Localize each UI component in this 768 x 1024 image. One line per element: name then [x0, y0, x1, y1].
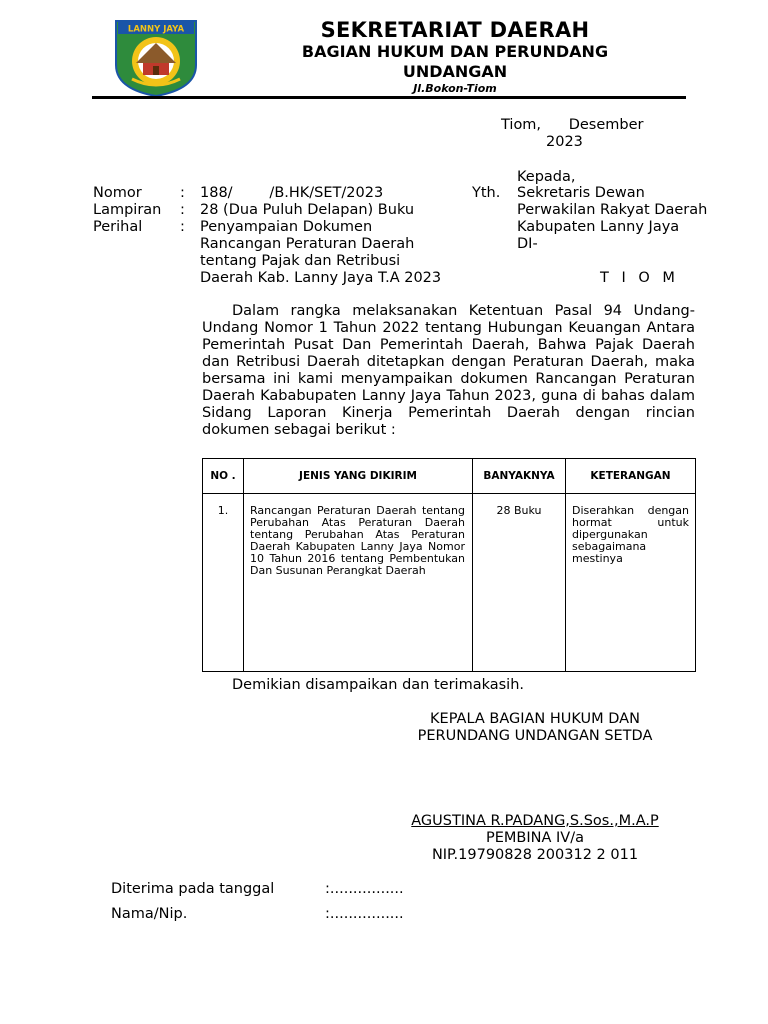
cell-no: 1. [203, 494, 244, 672]
lampiran-value: 28 (Dua Puluh Delapan) Buku [200, 202, 415, 218]
document-table [202, 458, 696, 672]
signatory-nip: NIP.19790828 200312 2 011 [431, 847, 639, 863]
col-header-keterangan: KETERANGAN [566, 459, 696, 494]
cell-keterangan: Diserahkan dengan hormat untuk dipergunakan sebagaimana mestinya [566, 494, 696, 672]
col-header-banyaknya: BANYAKNYA [473, 459, 566, 494]
received-name-value: :................ [325, 906, 404, 922]
colon: : [180, 219, 185, 235]
body-text: Dalam rangka melaksanakan Ketentuan Pasal 94 Undang-Undang Nomor 1 Tahun 2022 tentang Hubungan Keuangan Antara Pemerintah Pusat Dan Pemerintah Daerah, Bahwa Pajak Daerah dan Retribusi Daerah ditetapkan dengan Peraturan Daerah, maka bersama ini kami menyampaikan dokumen Rancangan Peraturan Daerah Kababupaten Lanny Jaya Tahun 2023, guna di bahas dalam Sidang Laporan Kinerja Pemerintah Daerah dengan rincian dokumen sebagai berikut : [202, 303, 695, 438]
cell-jenis: Rancangan Peraturan Daerah tentang Perubahan Atas Peraturan Daerah tentang Perubahan Atas Peraturan Daerah Kabupaten Lanny Jaya Nomor 10 Tahun 2016 tentang Pembentukan Dan Susunan Perangkat Daerah [244, 494, 473, 672]
office-subtitle: BAGIAN HUKUM DAN PERUNDANG UNDANGAN [301, 42, 609, 81]
signatory-position: KEPALA BAGIAN HUKUM DAN [430, 711, 640, 727]
cell-banyaknya: 28 Buku [473, 494, 566, 672]
recipient-line: Kabupaten Lanny Jaya [517, 219, 680, 235]
perihal-line: Daerah Kab. Lanny Jaya T.A 2023 [200, 270, 442, 286]
received-date-value: :................ [325, 881, 404, 897]
nomor-value: 188/ /B.HK/SET/2023 [200, 185, 384, 201]
letter-date-year: 2023 [546, 134, 583, 150]
perihal-label: Perihal [93, 219, 143, 235]
closing-text: Demikian disampaikan dan terimakasih. [232, 677, 524, 693]
body-paragraph [202, 303, 695, 439]
lanny-jaya-emblem [112, 19, 200, 97]
recipient-line: DI- [517, 236, 538, 252]
perihal-line: Rancangan Peraturan Daerah [200, 236, 415, 252]
letter-date-place: Tiom, Desember [501, 117, 644, 133]
col-header-jenis: JENIS YANG DIKIRIM [244, 459, 473, 494]
signatory-rank: PEMBINA IV/a [486, 830, 584, 846]
nomor-label: Nomor [93, 185, 142, 201]
logo-text: LANNY JAYA [127, 24, 185, 35]
perihal-line: Penyampaian Dokumen [200, 219, 373, 235]
recipient-yth: Yth. [472, 185, 501, 201]
colon: : [180, 185, 185, 201]
perihal-line: tentang Pajak dan Retribusi [200, 253, 401, 269]
recipient-line: Sekretaris Dewan [517, 185, 645, 201]
signatory-position: PERUNDANG UNDANGAN SETDA [417, 728, 653, 744]
recipient-kepada: Kepada, [517, 169, 576, 185]
received-name-label: Nama/Nip. [111, 906, 188, 922]
recipient-city: T I O M [600, 270, 679, 286]
colon: : [180, 202, 185, 218]
received-date-label: Diterima pada tanggal [111, 881, 275, 897]
signatory-name: AGUSTINA R.PADANG,S.Sos.,M.A.P [411, 813, 659, 829]
header-rule [92, 96, 686, 99]
office-address: Jl.Bokon-Tiom [413, 82, 497, 95]
table-row [203, 494, 696, 672]
recipient-line: Perwakilan Rakyat Daerah [517, 202, 708, 218]
office-title: SEKRETARIAT DAERAH [320, 18, 590, 42]
lampiran-label: Lampiran [93, 202, 162, 218]
col-header-no: NO . [203, 459, 244, 494]
table-header-row [203, 459, 696, 494]
